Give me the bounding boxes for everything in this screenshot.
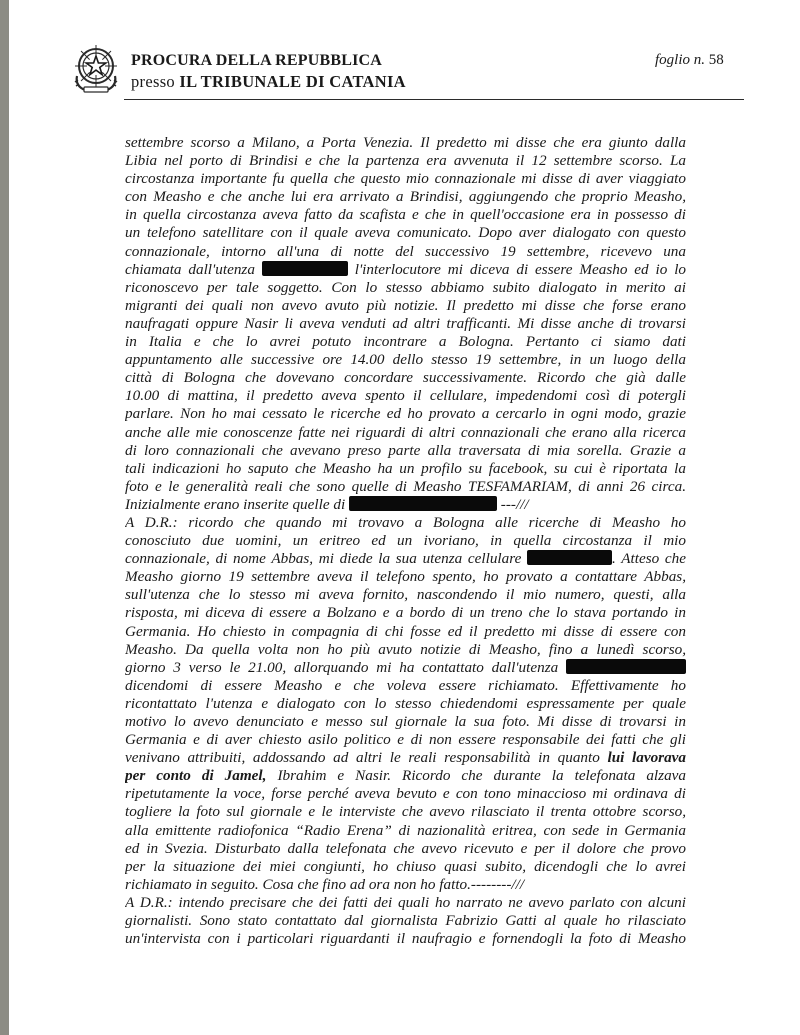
text-line: A D.R.: ricordo che quando mi trovavo a Bologna alle ricerche di Measho ho: [125, 513, 686, 531]
letterhead: [0, 0, 800, 110]
emphasis-text: lui lavorava: [607, 749, 686, 767]
text-line: ed in Svezia. Disturbato dalla telefonata che avevo ricevuto e per il dolore che provo: [125, 839, 686, 857]
text-line: città di Bologna che dovevano concordare successivamente. Ricordo che già dalle: [125, 369, 686, 387]
text-line: alla emittente radiofonica “Radio Erena” di nazionalità eritrea, con sede in Germania: [125, 821, 686, 839]
text-line: Inizialmente erano inserite quelle di ---///: [125, 495, 529, 513]
deposition-text: [125, 134, 686, 948]
text-line: naufragati oppure Nasir li aveva venduti ad altri trafficanti. Mi disse anche di trovarsi: [125, 314, 686, 332]
text-line: appuntamento alle successive ore 14.00 dello stesso 19 settembre, in un luogo della: [125, 351, 686, 369]
italian-republic-emblem-icon: [71, 42, 121, 94]
text-line: giornalisti. Sono stato contattato dal giornalista Fabrizio Gatti al quale ho rilasciato: [125, 912, 686, 930]
text-line: dicendomi di essere Measho e che voleva essere richiamato. Effettivamente ho: [125, 676, 686, 694]
text-line: togliere la foto sul giornale e le interviste che avevo rilasciato il trenta ottobre scorso,: [125, 803, 686, 821]
text-line: conosciuto due uomini, un eritreo ed un ivoriano, in quella circostanza il mio: [125, 532, 686, 550]
text-line: Libia nel porto di Brindisi e che la partenza era avvenuta il 12 settembre scorso. La: [125, 152, 686, 170]
text-line: connazionale, di nome Abbas, mi diede la sua utenza cellulare . Atteso che: [125, 550, 686, 568]
text-line: di loro connazionali che avevano preso parte alla traversata di mia sorella. Grazie a: [125, 441, 686, 459]
text-line: ricontattato l'utenza e dialogato con lo stesso chiedendomi espressamente per quale: [125, 694, 686, 712]
sheet-number: foglio n. 58: [655, 52, 724, 68]
text-line: Measho giorno 19 settembre aveva il telefono spento, ho provato a contattare Abbas,: [125, 568, 686, 586]
text-line: A D.R.: intendo precisare che dei fatti dei quali ho narrato ne avevo parlato con alcuni: [125, 893, 686, 911]
text-line: giorno 3 verso le 21.00, allorquando mi ha contattato dall'utenza: [125, 659, 686, 677]
text-line: un telefono satellitare con il quale aveva comunicato. Dopo aver dialogato con questo: [125, 224, 686, 242]
redaction-block: [262, 261, 348, 276]
text-line: sull'utenza che lo stesso mi aveva fornito, nascondendo il mio numero, questi, alla: [125, 586, 686, 604]
text-line: parlare. Non ho mai cessato le ricerche ed ho provato a cercarlo in ogni modo, grazie: [125, 405, 686, 423]
redaction-block: [349, 496, 497, 511]
text-line: connazionale, intorno all'una di notte del successivo 19 settembre, ricevevo una: [125, 242, 686, 260]
text-line: per la situazione dei miei congiunti, ho chiuso quasi subito, dicendogli che lo avrei: [125, 857, 686, 875]
text-line: per conto di Jamel, Ibrahim e Nasir. Ricordo che durante la telefonata alzava: [125, 767, 686, 785]
office-name: PROCURA DELLA REPUBBLICA: [131, 52, 383, 69]
text-line: chiamata dall'utenza l'interlocutore mi diceva di essere Measho ed io lo: [125, 260, 686, 278]
text-line: Measho. Da quella volta non ho più avuto notizie di Measho, fino a lunedì scorso,: [125, 640, 686, 658]
text-line: richiamato in seguito. Cosa che fino ad ora non ho fatto.--------///: [125, 875, 525, 893]
text-line: foto e le generalità reali che sono quelle di Measho TESFAMARIAM, di anni 26 circa.: [125, 477, 686, 495]
text-line: Germania e di aver chiesto asilo politico e di non essere responsabile dei fatti che gli: [125, 731, 686, 749]
text-line: ripetutamente la voce, forse perché aveva bevuto e con tono minaccioso mi ordinava di: [125, 785, 686, 803]
text-line: settembre scorso a Milano, a Porta Venezia. Il predetto mi disse che era giunto dalla: [125, 134, 686, 151]
emphasis-text: per conto di Jamel,: [125, 767, 267, 785]
text-line: un'intervista con i particolari riguardanti il naufragio e fornendogli la foto di Measho: [125, 930, 686, 948]
text-line: riconoscevo per tale soggetto. Con lo stesso abbiamo subito dialogato in merito ai: [125, 278, 686, 296]
text-line: 10.00 di mattina, il predetto aveva spento il cellulare, impedendomi così di potergli: [125, 387, 686, 405]
header-rule: [124, 99, 744, 100]
text-line: circostanza importante fu quella che questo mio connazionale mi disse di aver viaggiato: [125, 170, 686, 188]
text-line: tali indicazioni ho saputo che Measho ha un profilo su facebook, su cui è riportata la: [125, 459, 686, 477]
text-line: con Measho e che anche lui era arrivato a Brindisi, aggiungendo che proprio Measho,: [125, 188, 686, 206]
office-court: presso IL TRIBUNALE DI CATANIA: [131, 72, 406, 91]
text-line: in Italia e che lo avrei potuto incontrare a Bologna. Pertanto ci siamo dati: [125, 333, 686, 351]
text-line: risposta, mi diceva di essere a Bolzano e a bordo di un treno che lo stava portando in: [125, 604, 686, 622]
scan-edge: [0, 0, 9, 1035]
redaction-block: [527, 550, 612, 565]
text-line: anche alle mie conoscenze fatte nei riguardi di altri connazionali che erano alla ricerca: [125, 423, 686, 441]
text-line: migranti dei quali non avevo avuto più notizie. Il predetto mi disse che forse erano: [125, 296, 686, 314]
text-line: venivano attribuiti, addossando ad altri le reali responsabilità in quanto lui lavorava: [125, 749, 686, 767]
redaction-block: [566, 659, 686, 674]
text-line: motivo lo avevo denunciato e messo sul giornale la sua foto. Mi disse di trovarsi in: [125, 713, 686, 730]
text-line: Germania. Ho chiesto in compagnia di chi fosse ed il predetto mi disse di essere con: [125, 622, 686, 640]
text-line: in quella circostanza aveva fatto da scafista e che in quell'occasione era in possesso di: [125, 206, 686, 224]
